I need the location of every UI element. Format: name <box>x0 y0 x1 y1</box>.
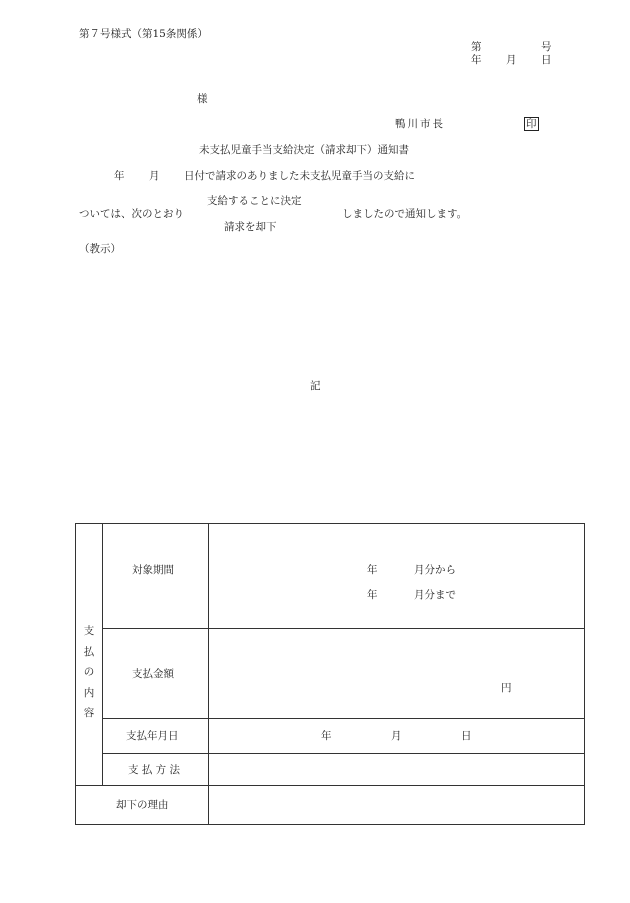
date-month: 月 <box>506 54 517 66</box>
method-value-cell[interactable] <box>209 754 585 786</box>
amount-value-cell[interactable] <box>209 629 585 719</box>
amount-label-cell <box>103 629 209 719</box>
date-value-cell[interactable] <box>209 719 585 754</box>
document-title: 未支払児童手当支給決定（請求却下）通知書 <box>199 144 409 156</box>
period-value-cell[interactable] <box>209 524 585 629</box>
section-char: の <box>83 666 95 679</box>
amount-unit: 円 <box>501 682 512 694</box>
section-label <box>76 590 102 719</box>
body-line2-prefix: ついては、次のとおり <box>79 208 184 220</box>
body-line2-suffix: しましたので通知します。 <box>342 208 468 220</box>
doc-number-prefix: 第 <box>471 41 482 53</box>
period-label-cell <box>103 524 209 629</box>
method-label-cell <box>103 754 209 786</box>
pay-date-year: 年 <box>321 730 332 742</box>
period-label: 対象期間 <box>132 564 174 576</box>
reason-label-cell <box>76 786 209 825</box>
pay-date-month: 月 <box>391 730 402 742</box>
reason-value-cell[interactable] <box>209 786 585 825</box>
option-decide: 支給することに決定 <box>207 195 302 207</box>
reason-label: 却下の理由 <box>116 799 169 811</box>
date-day: 日 <box>541 54 552 66</box>
instruction-label: （教示） <box>79 243 121 255</box>
body-month: 月 <box>149 170 160 182</box>
form-number: 第７号様式（第15条関係） <box>79 28 208 40</box>
method-label: 支 払 方 法 <box>128 764 181 776</box>
period-to-month: 月分まで <box>414 589 456 601</box>
period-from-year: 年 <box>367 564 378 576</box>
section-char: 容 <box>83 707 95 720</box>
date-label-cell <box>103 719 209 754</box>
date-year: 年 <box>471 54 482 66</box>
section-char: 内 <box>83 686 95 699</box>
section-label-cell <box>76 524 103 786</box>
addressee-honorific: 様 <box>197 93 208 105</box>
doc-number-suffix: 号 <box>541 41 552 53</box>
seal-label: 印 <box>526 118 537 130</box>
issuer-name: 鴨川市長 <box>395 118 445 130</box>
body-year: 年 <box>114 170 125 182</box>
option-reject: 請求を却下 <box>224 221 277 233</box>
section-char: 支 <box>83 625 95 638</box>
date-label: 支払年月日 <box>126 730 179 742</box>
period-to-year: 年 <box>367 589 378 601</box>
period-from-month: 月分から <box>414 564 456 576</box>
seal-mark <box>524 119 539 130</box>
ki-mark: 記 <box>310 380 321 392</box>
payment-details-table <box>75 523 585 825</box>
section-char: 払 <box>83 645 95 658</box>
body-line1: 日付で請求のありました未支払児童手当の支給に <box>184 170 415 182</box>
amount-label: 支払金額 <box>132 668 174 680</box>
pay-date-day: 日 <box>461 730 472 742</box>
